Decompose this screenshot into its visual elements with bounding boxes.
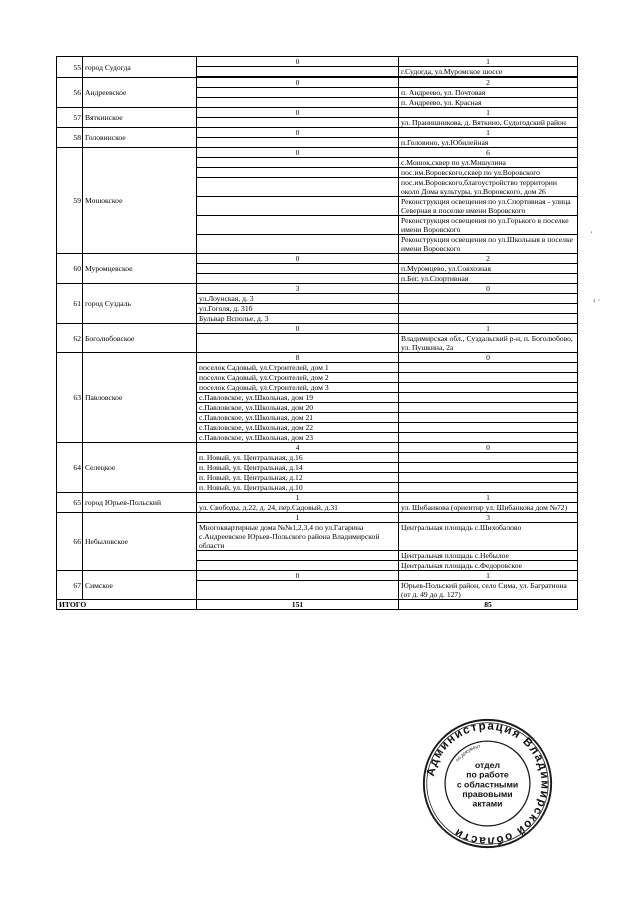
left-count: 0 — [197, 254, 399, 264]
table-row — [57, 57, 578, 67]
table-row — [57, 108, 578, 118]
seal-inner-line: по работе — [466, 769, 509, 780]
left-count: 0 — [197, 148, 399, 158]
settlement-name: Андреевское — [83, 78, 197, 108]
seal-inner-line: отдел — [474, 760, 501, 771]
right-address: п. Андреево, ул. Красная — [399, 98, 578, 108]
row-number: 64 — [57, 443, 83, 493]
svg-text:по документ: по документ — [455, 744, 482, 764]
left-address — [197, 274, 399, 284]
total-left: 151 — [197, 600, 399, 610]
left-address: п. Новый, ул. Центральная, д.16 — [197, 453, 399, 463]
left-count: 0 — [197, 108, 399, 118]
right-address: пос.им.Воровского,сквер по ул.Воровского — [399, 168, 578, 178]
row-number: 59 — [57, 148, 83, 254]
settlement-name: город Юрьев-Польский — [83, 493, 197, 513]
row-number: 62 — [57, 324, 83, 353]
right-address: Реконструкция освещения по ул.Горького в поселке имени Воровского — [399, 216, 578, 235]
table-row — [57, 128, 578, 138]
left-address — [197, 216, 399, 235]
left-address: Многоквартирные дома №№1,2,3,4 по ул.Гагарина с.Андреевское Юрьев-Польского района Владимирской области — [197, 523, 399, 551]
right-count: 1 — [399, 571, 578, 581]
right-address: п. Андреево, ул. Почтовая — [399, 88, 578, 98]
settlement-name: Головинское — [83, 128, 197, 148]
left-address — [197, 168, 399, 178]
right-address — [399, 423, 578, 433]
row-number: 57 — [57, 108, 83, 128]
right-count: 0 — [399, 353, 578, 363]
svg-text:Администрация Владимирской обл: Администрация Владимирской области — [424, 720, 551, 847]
left-count: 1 — [197, 513, 399, 523]
left-count: 0 — [197, 78, 399, 88]
row-number: 66 — [57, 513, 83, 571]
right-address: Реконструкция освещения по ул.Школьная в поселке имени Воровского — [399, 235, 578, 254]
right-address: Реконструкция освещения по ул.Спортивная - улица Северная в поселке имени Воровского — [399, 197, 578, 216]
left-address: с.Павловское, ул.Школьная, дом 19 — [197, 393, 399, 403]
right-address — [399, 433, 578, 443]
right-address: Юрьев-Польский район, село Сима, ул. Багратиона (от д. 49 до д. 127) — [399, 581, 578, 600]
right-address — [399, 453, 578, 463]
right-address — [399, 473, 578, 483]
right-address — [399, 393, 578, 403]
row-number: 63 — [57, 353, 83, 443]
right-address: Центральная площадь с.Федоровское — [399, 561, 578, 571]
right-address — [399, 483, 578, 493]
left-address — [197, 235, 399, 254]
right-address: г.Судогда, ул.Муромское шоссе — [399, 67, 578, 77]
left-address: п. Новый, ул. Центральная, д.12 — [197, 473, 399, 483]
total-right: 85 — [399, 600, 578, 610]
left-address: п. Новый, ул. Центральная, д.10 — [197, 483, 399, 493]
right-count: 1 — [399, 57, 578, 67]
left-address — [197, 118, 399, 128]
margin-mark: ' — [591, 230, 593, 239]
row-number: 65 — [57, 493, 83, 513]
left-address — [197, 581, 399, 600]
right-count: 3 — [399, 513, 578, 523]
right-address — [399, 383, 578, 393]
left-address: с.Павловское, ул.Школьная, дом 21 — [197, 413, 399, 423]
right-address — [399, 373, 578, 383]
table-row — [57, 571, 578, 581]
right-address: п.Головино, ул.Юбилейная — [399, 138, 578, 148]
table-body — [57, 57, 578, 610]
left-address — [197, 561, 399, 571]
row-number: 67 — [57, 571, 83, 600]
left-count: 1 — [197, 493, 399, 503]
left-count: 0 — [197, 324, 399, 334]
table-row — [57, 353, 578, 363]
right-address — [399, 413, 578, 423]
left-address — [197, 551, 399, 561]
table-row — [57, 78, 578, 88]
right-count: 2 — [399, 78, 578, 88]
left-address — [197, 197, 399, 216]
left-address — [197, 264, 399, 274]
document-page — [56, 56, 577, 610]
right-address: п.Бег, ул.Спортивная — [399, 274, 578, 284]
table-row — [57, 513, 578, 523]
right-address — [399, 403, 578, 413]
settlement-name: Симское — [83, 571, 197, 600]
right-count: 6 — [399, 148, 578, 158]
left-address — [197, 334, 399, 353]
left-count: 0 — [197, 128, 399, 138]
right-address: п.Муромцево, ул.Совхозная — [399, 264, 578, 274]
table-row — [57, 148, 578, 158]
right-address: ул. Пранишникова, д. Вяткино, Судогодский район — [399, 118, 578, 128]
row-number: 60 — [57, 254, 83, 284]
seal-inner-line: актами — [472, 798, 503, 809]
settlement-name: Селецкое — [83, 443, 197, 493]
left-address — [197, 138, 399, 148]
right-count: 1 — [399, 128, 578, 138]
table-row — [57, 284, 578, 294]
left-address: с.Павловское, ул.Школьная, дом 20 — [197, 403, 399, 413]
seal-inner-line: правовыми — [462, 789, 513, 799]
table-row — [57, 493, 578, 503]
right-address — [399, 463, 578, 473]
right-address — [399, 363, 578, 373]
left-address — [197, 158, 399, 168]
right-count: 2 — [399, 254, 578, 264]
settlement-name: Павловское — [83, 353, 197, 443]
right-count: 1 — [399, 493, 578, 503]
left-address: Бульвар Всполье, д. 3 — [197, 314, 399, 324]
right-address — [399, 314, 578, 324]
total-label: ИТОГО — [57, 600, 197, 610]
seal-inner-line: с областными — [456, 779, 519, 790]
official-seal — [420, 716, 555, 851]
left-address: с.Павловское, ул.Школьная, дом 23 — [197, 433, 399, 443]
settlement-name: город Судогда — [83, 57, 197, 78]
right-address — [399, 304, 578, 314]
left-address: поселок Садовый, ул.Строителей, дом 2 — [197, 373, 399, 383]
settlement-name: Боголюбовское — [83, 324, 197, 353]
left-address: ул.Лоунская, д. 3 — [197, 294, 399, 304]
total-row — [57, 600, 578, 610]
left-count: 3 — [197, 284, 399, 294]
left-address — [197, 67, 399, 77]
row-number: 61 — [57, 284, 83, 324]
left-count: 4 — [197, 443, 399, 453]
table-row — [57, 254, 578, 264]
settlement-name: Мошокское — [83, 148, 197, 254]
right-address: Центральная площадь с.Небылое — [399, 551, 578, 561]
left-address: п. Новый, ул. Центральная, д.14 — [197, 463, 399, 473]
margin-mark: ‹ · — [593, 296, 601, 305]
settlement-name: город Суздаль — [83, 284, 197, 324]
row-number: 55 — [57, 57, 83, 78]
right-count: 1 — [399, 324, 578, 334]
settlement-name: Небыловское — [83, 513, 197, 571]
right-address: Владимирская обл., Суздальский р-н, п. Боголюбово, ул. Пушкина, 2а — [399, 334, 578, 353]
left-address: поселок Садовый, ул.Строителей, дом 3 — [197, 383, 399, 393]
right-address: с.Мошок,сквер по ул.Мишулина — [399, 158, 578, 168]
left-address — [197, 178, 399, 197]
left-count: 8 — [197, 353, 399, 363]
left-address: поселок Садовый, ул.Строителей, дом 1 — [197, 363, 399, 373]
left-address: ул.Гоголя, д. 31б — [197, 304, 399, 314]
right-count: 1 — [399, 108, 578, 118]
right-count: 0 — [399, 443, 578, 453]
right-address: пос.им.Воровского,благоустройство территории около Дома культуры, ул.Воровского, дом 26 — [399, 178, 578, 197]
objects-table — [56, 56, 578, 610]
right-address — [399, 294, 578, 304]
left-address — [197, 88, 399, 98]
right-address: ул. Шибанкова (ориентир ул. Шибанкова дом №72) — [399, 503, 578, 513]
left-count: 0 — [197, 57, 399, 67]
table-row — [57, 324, 578, 334]
row-number: 56 — [57, 78, 83, 108]
table-row — [57, 443, 578, 453]
left-count: 0 — [197, 571, 399, 581]
right-address: Центральная площадь с.Шихобалово — [399, 523, 578, 551]
right-count: 0 — [399, 284, 578, 294]
settlement-name: Вяткинское — [83, 108, 197, 128]
left-address — [197, 98, 399, 108]
left-address: с.Павловское, ул.Школьная, дом 22 — [197, 423, 399, 433]
left-address: ул. Свободы, д.22, д. 24, пер.Садовый, д.31 — [197, 503, 399, 513]
row-number: 58 — [57, 128, 83, 148]
settlement-name: Муромцевское — [83, 254, 197, 284]
